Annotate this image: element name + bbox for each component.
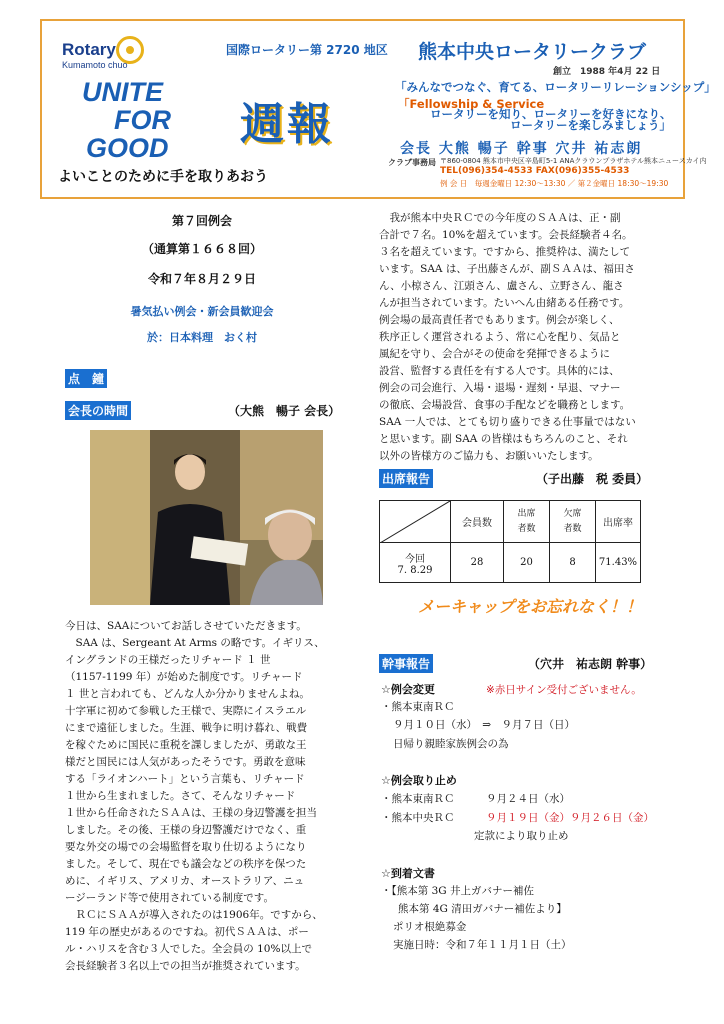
- meeting-date: 令和７年８月２９日: [147, 272, 256, 286]
- header-members: 会員数: [451, 501, 504, 543]
- speech-line: めに、イギリス、アメリカ、オーストラリア、ニュ: [65, 875, 305, 887]
- speech-line: 例会場の最高責任者でもあります。例会が楽しく、: [379, 314, 620, 326]
- secretary-heading: 幹事報告: [379, 654, 433, 673]
- office-address: 〒860-0804 熊本市中央区辛島町5-1 ANAクラウンプラザホテル熊本ニュースカイ内: [440, 157, 707, 165]
- attendance-table: [379, 500, 641, 583]
- speech-line: 119 年の歴史があるのですね。初代ＳＡＡは、ポー: [65, 926, 309, 938]
- speech-line: １世から任命されたＳＡＡは、王様の身辺警護を担当: [65, 807, 317, 819]
- cancel2-date: ９月１９日（金）９月２６日（金）: [486, 812, 654, 824]
- speech-line: んが担当されています。たいへん由緒ある任務です。: [379, 297, 630, 309]
- speech-line: 設営、監督する責任を有する人です。具体的には、: [379, 365, 620, 377]
- cancel-title: ☆例会取り止め: [381, 774, 457, 787]
- president-photo: [90, 430, 323, 605]
- speech-line: 風紀を守り、会合がその使命を発揮できるように: [379, 348, 610, 360]
- letter-line: 熊本第 4G 清田ガバナー補佐より】: [398, 903, 567, 915]
- office-phone: TEL(096)354-4533 FAX(096)355-4533: [440, 166, 630, 176]
- letter-line: 実施日時：令和７年１１月１日（土）: [393, 939, 572, 951]
- members-count: 28: [451, 543, 504, 583]
- rotary-logo-text: Rotary: [62, 40, 116, 59]
- attendance-rate: 71.43%: [596, 543, 641, 583]
- attendance-heading: 出席報告: [379, 469, 433, 488]
- speech-line: 今日は、SAAについてお話しさせていただきます。: [65, 620, 307, 632]
- founded-date: 創立 1988 年4月 22 日: [553, 67, 661, 77]
- meeting-total: （通算第１６６８回）: [141, 242, 262, 256]
- change-reason: 日帰り親睦家族例会の為: [393, 738, 509, 750]
- letter-line: ・【熊本第 3G 井上ガバナー補佐: [381, 885, 534, 897]
- secretary-name: （穴井 祐志朗 幹事）: [528, 657, 653, 671]
- speech-line: ３名を超えています。ですから、推奨枠は、満たして: [379, 246, 631, 258]
- change-club: ・熊本東南ＲＣ: [381, 701, 455, 713]
- speech-line: 要な外交の場での会場監督を取り仕切るようになり: [65, 841, 307, 853]
- speech-line: ました。そして、現在でも議会などの秩序を保つた: [65, 858, 307, 870]
- tenshou-heading: 点 鐘: [65, 369, 107, 388]
- speech-line: しました。その後、王様の身辺警護だけでなく、重: [65, 824, 307, 836]
- speech-line: ル・ハリスを含む３人でした。全会員の 10%以上で: [65, 943, 312, 955]
- theme-line-1: 「みんなでつなぐ、育てる、ロータリーリレーションシップ」: [395, 80, 716, 94]
- rotary-logo-sub: Kumamoto chuo: [62, 60, 128, 70]
- speech-line: 秩序正しく運営されるよう、常に心を配り、気品と: [379, 331, 621, 343]
- speech-line: の徹底、会場設営、食事の手配などを職務とします。: [379, 399, 631, 411]
- theme-line-4: ロータリーを楽しみましょう」: [510, 118, 671, 132]
- speech-line: １ 世と言われても、どんな人か分かりませんよね。: [65, 688, 310, 700]
- speech-line: SAA 一人では、とても切り盛りできる仕事量ではない: [379, 416, 636, 428]
- header-rate: 出席率: [596, 501, 641, 543]
- cancel1-club: ・熊本東南ＲＣ: [381, 793, 455, 805]
- president-name: （大熊 暢子 会長）: [228, 404, 341, 418]
- meeting-times: 例 会 日 毎週金曜日 12:30～13:30 ／ 第２金曜日 18:30～19:30: [440, 179, 669, 188]
- header-absent: 欠席 者数: [550, 501, 596, 543]
- cancel2-club: ・熊本中央ＲＣ: [381, 812, 455, 824]
- district: 国際ロータリー第 2720 地区: [226, 43, 388, 57]
- speech-line: と思います。副 SAA の皆様はもちろんのこと、それ: [379, 433, 628, 445]
- change-title: ☆例会変更: [381, 683, 435, 696]
- speech-line: ージーランド等で使用されている制度です。: [65, 892, 274, 904]
- meeting-theme: 暑気払い例会・新会員歓迎会: [130, 305, 274, 318]
- cancel1-date: ９月２４日（水）: [486, 793, 570, 805]
- president-heading: 会長の時間: [65, 401, 131, 420]
- speech-line: 以外の皆様方のご協力も、お願いいたします。: [379, 450, 599, 462]
- speech-line: １世から生まれました。さて、そんなリチャード: [65, 790, 296, 802]
- slogan: よいことのために手を取りあおう: [58, 169, 268, 185]
- letter-title: ☆到着文書: [381, 867, 435, 880]
- club-name: 熊本中央ロータリークラブ: [418, 41, 647, 63]
- attendance-name: （子出藤 税 委員）: [536, 472, 649, 486]
- speech-line: 例会の司会進行、入場・退場・遅刻・早退、マナー: [379, 382, 621, 394]
- right-speech: [379, 210, 636, 465]
- speech-line: を稼ぐために国民に重税を課しましたが、勇敢な王: [65, 739, 307, 751]
- unite-for-good: UNITE FOR GOOD: [82, 77, 171, 163]
- change-note: ※赤日サイン受付ございません。: [486, 684, 642, 696]
- officers: 会長 大熊 暢子 幹事 穴井 祐志朗: [400, 141, 643, 157]
- speech-line: SAA は、Sergeant At Arms の略です。イギリス、: [65, 637, 325, 649]
- header-present: 出席 者数: [504, 501, 550, 543]
- speech-line: ん、小椋さん、江頭さん、盧さん、立野さん、龍さ: [379, 280, 624, 292]
- theme-line-3: ロータリーを知り、ロータリーを好きになり、: [430, 107, 672, 121]
- speech-line: にまで遠征しました。生涯、戦争に明け暮れ、戦費: [65, 722, 308, 734]
- theme-line-2: 「Fellowship & Service: [398, 97, 545, 111]
- president-speech: [65, 618, 325, 975]
- speech-line: 十字軍に初めて参戦した王様で、実際にイスラエル: [65, 705, 307, 717]
- speech-line: 合計で７名。10%を超えています。会長経験者４名。: [379, 229, 633, 241]
- letter-line: ポリオ根絶募金: [393, 921, 467, 933]
- speech-line: います。SAA は、子出藤さんが、副ＳＡＡは、福田さ: [379, 263, 635, 275]
- absent-count: 8: [550, 543, 596, 583]
- present-count: 20: [504, 543, 550, 583]
- speech-line: 会長経験者３名以上での担当が推奨されています。: [65, 960, 306, 972]
- makeup-reminder: メーキャップをお忘れなく！！: [418, 597, 643, 616]
- newsletter-title: 週報: [240, 99, 334, 150]
- speech-line: 様だと国民には人気があったそうです。勇敢を意味: [65, 756, 306, 768]
- speech-line: （1157-1199 年）が始めた制度です。リチャード: [65, 671, 303, 683]
- speech-line: する「ライオンハート」という言葉も、リチャード: [65, 773, 305, 785]
- meeting-venue: 於：日本料理 おく村: [147, 331, 257, 344]
- table-corner: [380, 501, 451, 543]
- cancel2-reason: 定款により取り止め: [474, 830, 569, 842]
- change-detail: ９月１０日（水） ⇒ ９月７日（日）: [393, 719, 576, 731]
- office-label: クラブ事務局: [388, 158, 436, 167]
- photo-illustration: [90, 430, 323, 605]
- speech-line: 我が熊本中央ＲＣでの今年度のＳＡＡは、正・副: [379, 212, 621, 224]
- speech-line: イングランドの王様だったリチャード １ 世: [65, 654, 271, 666]
- row-label: 今回 7. 8.29: [380, 543, 451, 583]
- speech-line: ＲＣにＳＡＡが導入されたのは1906年。ですから、: [65, 909, 323, 921]
- meeting-number: 第７回例会: [171, 214, 232, 228]
